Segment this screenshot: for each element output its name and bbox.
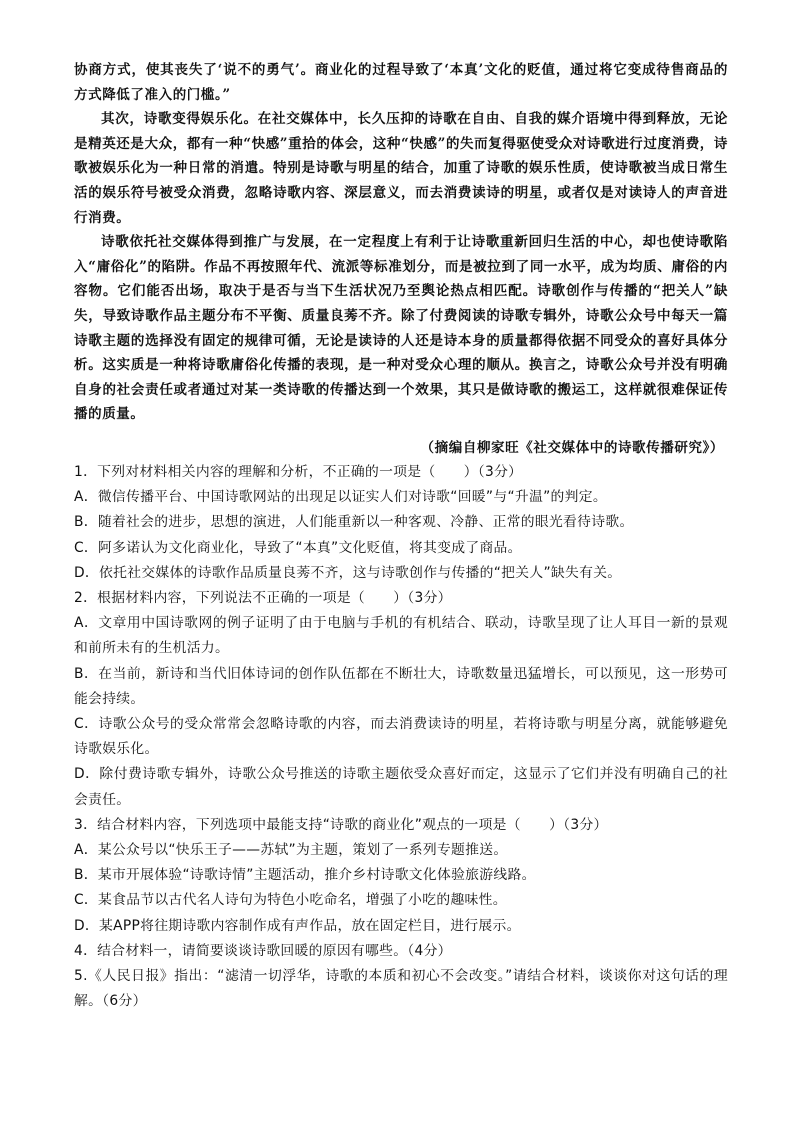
question-3-option-a: A．某公众号以“快乐王子——苏轼”为主题，策划了一系列专题推送。	[74, 842, 508, 859]
reading-passage	[74, 58, 728, 427]
question-3-stem: 3．结合材料内容，下列选项中最能支持“诗歌的商业化”观点的一项是（ ）（3分）	[74, 816, 608, 833]
passage-source: （摘编自柳家旺《社交媒体中的诗歌传播研究》）	[420, 440, 724, 456]
question-2-option-a: A．文章用中国诗歌网的例子证明了由于电脑与手机的有机结合、联动，诗歌呈现了让人耳目一新的景观和前所未有的生机活力。	[74, 615, 728, 657]
question-1-stem: 1．下列对材料相关内容的理解和分析，不正确的一项是（ ）（3分）	[74, 464, 523, 480]
question-3-option-c: C．某食品节以古代名人诗句为特色小吃命名，增强了小吃的趣味性。	[74, 892, 507, 909]
passage-paragraph-2: 其次，诗歌变得娱乐化。在社交媒体中，长久压抑的诗歌在自由、自我的媒介语境中得到释放，无论是精英还是大众，都有一种“快感”重拾的体会，这种“快感”的失而复得驱使受众对诗歌进行过度消费，诗歌被娱乐化为一种日常的消遣。特别是诗歌与明星的结合，加重了诗歌的娱乐性质，使诗歌被当成日常生活的娱乐符号被受众消费，忽略诗歌内容、深层意义，而去消费读诗的明星，或者仅是对读诗人的声音进行消费。	[74, 111, 728, 226]
question-3-option-b: B．某市开展体验“诗歌诗情”主题活动，推介乡村诗歌文化体验旅游线路。	[74, 867, 536, 884]
question-1-option-d: D．依托社交媒体的诗歌作品质量良莠不齐，这与诗歌创作与传播的“把关人”缺失有关。	[74, 564, 622, 581]
passage-paragraph-1: 协商方式，使其丧失了‘说不的勇气’。商业化的过程导致了‘本真’文化的贬值，通过将它变成待售商品的方式降低了准入的门槛。”	[74, 62, 728, 103]
question-2-option-b: B．在当前，新诗和当代旧体诗词的创作队伍都在不断壮大，诗歌数量迅猛增长，可以预见，这一形势可能会持续。	[74, 665, 728, 707]
question-2-option-d: D．除付费诗歌专辑外，诗歌公众号推送的诗歌主题依受众喜好而定，这显示了它们并没有明确自己的社会责任。	[74, 766, 728, 808]
question-2-option-c: C．诗歌公众号的受众常常会忽略诗歌的内容，而去消费读诗的明星，若将诗歌与明星分离，就能够避免诗歌娱乐化。	[74, 716, 728, 758]
question-5-stem: 5.《人民日报》指出：“滤清一切浮华，诗歌的本质和初心不会改变。”请结合材料，谈谈你对这句话的理解。（6分）	[74, 968, 728, 1010]
passage-paragraph-3: 诗歌依托社交媒体得到推广与发展，在一定程度上有利于让诗歌重新回归生活的中心，却也使诗歌陷入“庸俗化”的陷阱。作品不再按照年代、流派等标准划分，而是被拉到了同一水平，成为均质、庸俗的内容物。它们能否出场，取决于是否与当下生活状况乃至舆论热点相匹配。诗歌创作与传播的“把关人”缺失，导致诗歌作品主题分布不平衡、质量良莠不齐。除了付费阅读的诗歌专辑外，诗歌公众号中每天一篇诗歌主题的选择没有固定的规律可循，无论是读诗的人还是诗本身的质量都得依据不同受众的喜好具体分析。这实质是一种将诗歌庸俗化传播的表现，是一种对受众心理的顺从。换言之，诗歌公众号并没有明确自身的社会责任或者通过对某一类诗歌的传播达到一个效果，其只是做诗歌的搬运工，这样就很难保证传播的质量。	[74, 234, 728, 423]
question-3-option-d: D．某APP将往期诗歌内容制作成有声作品，放在固定栏目，进行展示。	[74, 917, 521, 934]
question-1-option-a: A．微信传播平台、中国诗歌网站的出现足以证实人们对诗歌“回暖”与“升温”的判定。	[74, 489, 607, 506]
question-1-option-b: B．随着社会的进步，思想的演进，人们能重新以一种客观、冷静、正常的眼光看待诗歌。	[74, 514, 634, 531]
question-list	[74, 460, 728, 1014]
question-4-stem: 4．结合材料一，请简要谈谈诗歌回暖的原因有哪些。（4分）	[74, 942, 452, 959]
question-1-option-c: C．阿多诺认为文化商业化，导致了“本真”文化贬值，将其变成了商品。	[74, 539, 522, 556]
question-2-stem: 2．根据材料内容，下列说法不正确的一项是（ ）（3分）	[74, 590, 452, 607]
